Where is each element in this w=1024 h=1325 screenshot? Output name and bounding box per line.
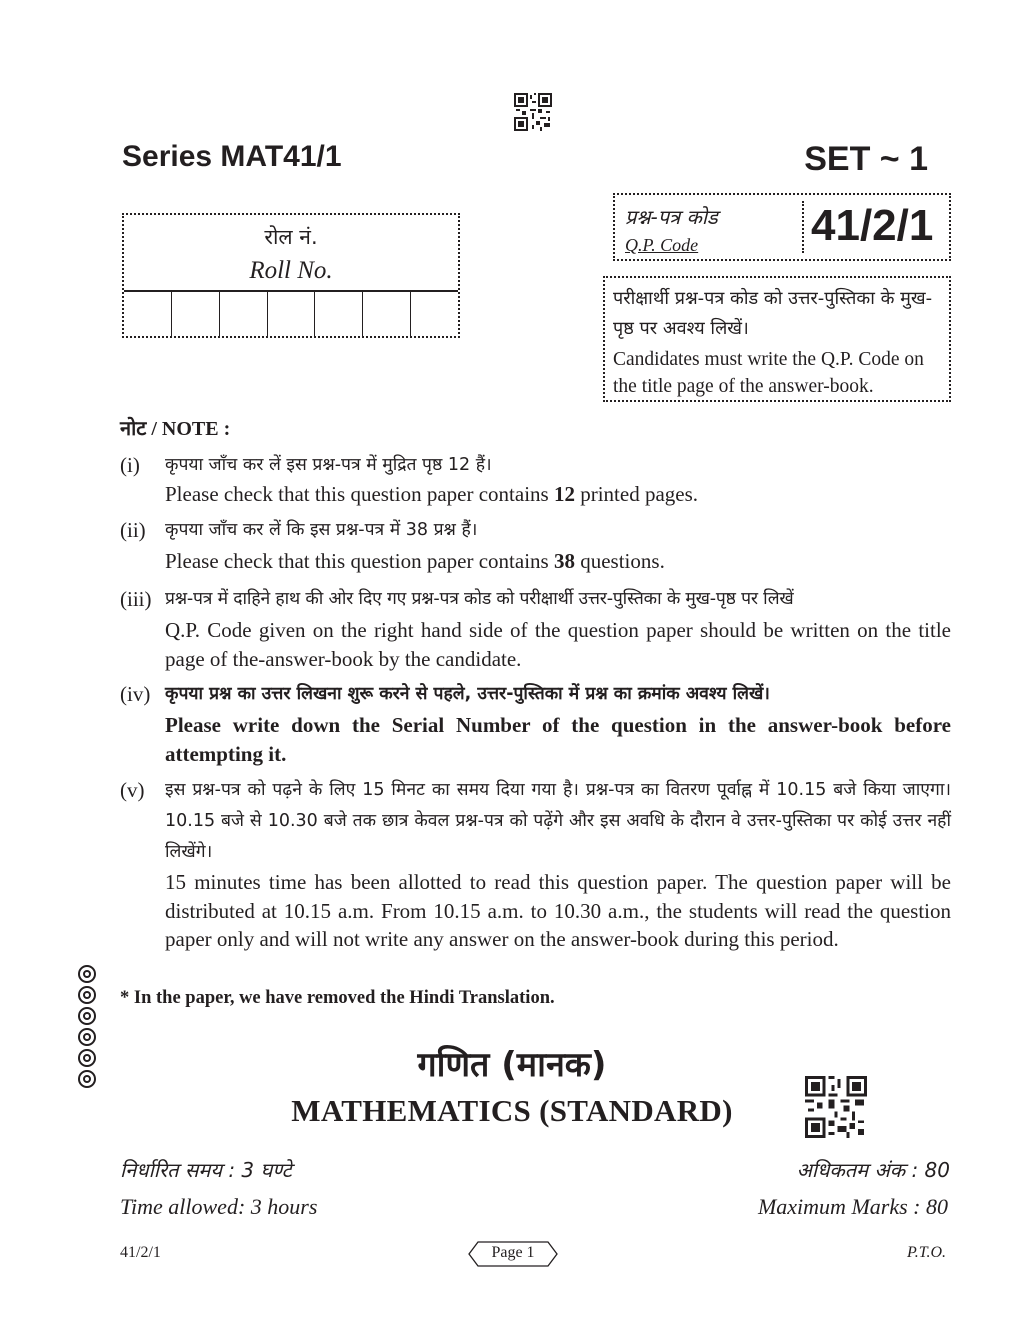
note-item-hindi: इस प्रश्न-पत्र को पढ़ने के लिए 15 मिनट का समय दिया गया है। प्रश्न-पत्र का वितरण पूर्वाह्न में 10.15 बजे किया जाएगा। 10.15 बजे से 10.30 बजे तक छात्र केवल प्रश्न-पत्र को पढ़ेंगे और इस अवधि के दौरान वे उत्तर-पुस्तिका पर कोई उत्तर नहीं लिखेंगे। — [165, 780, 951, 862]
maximum-marks-hindi: अधिकतम अंक : 80 — [796, 1158, 950, 1182]
note-item-number: (i) — [120, 453, 140, 477]
qp-label: Q.P. Code — [625, 235, 699, 255]
note-item-number: (iv) — [120, 682, 151, 706]
time-allowed: Time allowed: 3 hours — [120, 1194, 318, 1219]
roll-label-hindi: रोल नं. — [264, 225, 318, 249]
subject-title-hindi: गणित (मानक) — [417, 1045, 607, 1085]
roll-cell[interactable] — [124, 292, 172, 336]
note-item-text: Please write down the Serial Number of the question in the answer-book before attempting it. — [165, 713, 951, 766]
roll-number-box[interactable] — [122, 213, 460, 338]
series-label: Series MAT41/1 — [122, 140, 342, 173]
note-heading: नोट / NOTE : — [120, 418, 231, 440]
candidate-instruction-hindi: परीक्षार्थी प्रश्न-पत्र कोड को उत्तर-पुस्तिका के मुख-पृष्ठ पर अवश्य लिखें। — [613, 288, 933, 339]
note-item-hindi: प्रश्न-पत्र में दाहिने हाथ की ओर दिए गए प्रश्न-पत्र कोड को परीक्षार्थी उत्तर-पुस्तिका के मुख-पृष्ठ पर लिखें — [165, 589, 794, 609]
candidate-instruction-box — [603, 276, 951, 402]
roll-cells — [124, 292, 458, 336]
roll-cell[interactable] — [268, 292, 316, 336]
note-item-text: Q.P. Code given on the right hand side of the question paper should be written on the title page of the-answer-book by the candidate. — [165, 618, 951, 671]
roll-cell[interactable] — [411, 292, 458, 336]
roll-cell[interactable] — [315, 292, 363, 336]
roll-cell[interactable] — [220, 292, 268, 336]
qr-code-top — [514, 93, 552, 131]
roll-cell[interactable] — [363, 292, 411, 336]
candidate-instruction: Candidates must write the Q.P. Code on the title page of the answer-book. — [613, 349, 924, 397]
page-number-badge — [468, 1241, 558, 1267]
qp-code-value: 41/2/1 — [811, 201, 934, 250]
note-item-hindi: कृपया प्रश्न का उत्तर लिखना शुरू करने से पहले, उत्तर-पुस्तिका में प्रश्न का क्रमांक अवश्य लिखें। — [165, 684, 770, 704]
subject-title: MATHEMATICS (STANDARD) — [291, 1093, 733, 1128]
removed-translation-note: * In the paper, we have removed the Hindi Translation. — [120, 988, 555, 1008]
set-label: SET ~ 1 — [804, 140, 928, 178]
note-item-number: (v) — [120, 778, 145, 802]
time-allowed-hindi: निर्धारित समय : 3 घण्टे — [120, 1158, 292, 1182]
note-item-text: Please check that this question paper contains 12 printed pages. — [165, 482, 699, 506]
please-turn-over: P.T.O. — [907, 1244, 946, 1261]
qp-code-box — [613, 193, 951, 261]
note-item-hindi: कृपया जाँच कर लें इस प्रश्न-पत्र में मुद्रित पृष्ठ 12 हैं। — [165, 455, 492, 475]
note-item-hindi: कृपया जाँच कर लें कि इस प्रश्न-पत्र में 38 प्रश्न हैं। — [165, 520, 478, 540]
roll-cell[interactable] — [172, 292, 220, 336]
qp-label-hindi: प्रश्न-पत्र कोड — [625, 205, 718, 229]
maximum-marks: Maximum Marks : 80 — [757, 1194, 948, 1219]
footer-qp-code: 41/2/1 — [120, 1244, 161, 1261]
note-item-text: Please check that this question paper contains 38 questions. — [165, 549, 665, 573]
roll-label: Roll No. — [249, 257, 333, 284]
page-number: Page 1 — [491, 1244, 535, 1261]
note-item-text: 15 minutes time has been allotted to read this question paper. The question paper will be distributed at 10.15 a.m. From 10.15 a.m. to 10.30 a.m., the students will read the question paper only and will not write any answer on the answer-book during this period. — [165, 870, 951, 951]
qp-divider — [802, 201, 804, 253]
note-item-number: (ii) — [120, 518, 146, 542]
note-item-number: (iii) — [120, 587, 152, 611]
